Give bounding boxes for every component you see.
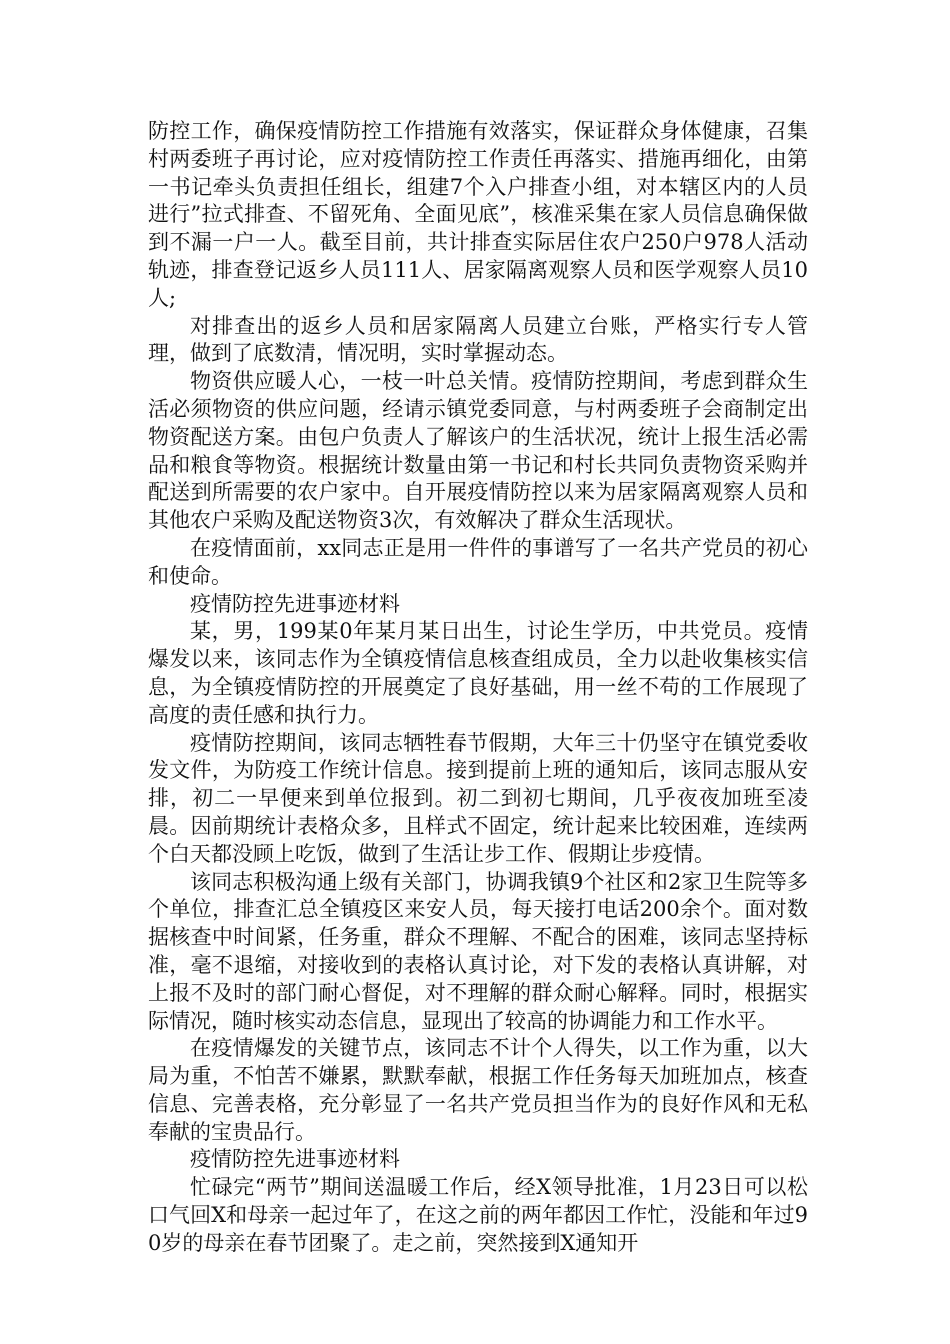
paragraph-6: 疫情防控期间，该同志牺牲春节假期，大年三十仍坚守在镇党委收发文件，为防疫工作统计信息。接到提前上班的通知后，该同志服从安排，初二一早便来到单位报到。初二到初七期间，几乎夜夜加班至凌晨。因前期统计表格众多，且样式不固定，统计起来比较困难，连续两个白天都没顾上吃饭，做到了生活让步工作、假期让步疫情。 <box>148 730 808 866</box>
paragraph-3: 物资供应暖人心，一枝一叶总关情。疫情防控期间，考虑到群众生活必须物资的供应问题，经请示镇党委同意，与村两委班子会商制定出物资配送方案。由包户负责人了解该户的生活状况，统计上报生活必需品和粮食等物资。根据统计数量由第一书记和村长共同负责物资采购并配送到所需要的农户家中。自开展疫情防控以来为居家隔离观察人员和其他农户采购及配送物资3次，有效解决了群众生活现状。 <box>148 369 808 533</box>
paragraph-1: 防控工作，确保疫情防控工作措施有效落实，保证群众身体健康，召集村两委班子再讨论，应对疫情防控工作责任再落实、措施再细化，由第一书记牵头负责担任组长，组建7个入户排查小组，对本辖区内的人员进行”拉式排查、不留死角、全面见底”，核准采集在家人员信息确保做到不漏一户一人。截至目前，共计排查实际居住农户250户978人活动轨迹，排查登记返乡人员111人、居家隔离观察人员和医学观察人员10人; <box>148 119 808 310</box>
section-heading-1: 疫情防控先进事迹材料 <box>190 591 400 616</box>
paragraph-7: 该同志积极沟通上级有关部门，协调我镇9个社区和2家卫生院等多个单位，排查汇总全镇疫区来安人员，每天接打电话200余个。面对数据核查中时间紧，任务重，群众不理解、不配合的困难，该同志坚持标准，毫不退缩，对接收到的表格认真讨论，对下发的表格认真讲解，对上报不及时的部门耐心督促，对不理解的群众耐心解释。同时，根据实际情况，随时核实动态信息，显现出了较高的协调能力和工作水平。 <box>148 869 808 1033</box>
paragraph-4: 在疫情面前，xx同志正是用一件件的事谱写了一名共产党员的初心和使命。 <box>148 535 808 588</box>
document-body <box>148 118 808 1258</box>
paragraph-5: 某，男，199某0年某月某日出生，讨论生学历，中共党员。疫情爆发以来，该同志作为全镇疫情信息核查组成员，全力以赴收集核实信息，为全镇疫情防控的开展奠定了良好基础，用一丝不苟的工作展现了高度的责任感和执行力。 <box>148 619 808 727</box>
paragraph-2: 对排查出的返乡人员和居家隔离人员建立台账，严格实行专人管理，做到了底数清，情况明，实时掌握动态。 <box>148 313 808 366</box>
section-heading-2: 疫情防控先进事迹材料 <box>190 1147 400 1172</box>
paragraph-9: 忙碌完“两节”期间送温暖工作后，经X领导批准，1月23日可以松口气回X和母亲一起过年了，在这之前的两年都因工作忙，没能和年过90岁的母亲在春节团聚了。走之前，突然接到X通知开 <box>148 1175 808 1255</box>
paragraph-8: 在疫情爆发的关键节点，该同志不计个人得失，以工作为重，以大局为重，不怕苦不嫌累，默默奉献，根据工作任务每天加班加点，核查信息、完善表格，充分彰显了一名共产党员担当作为的良好作风和无私奉献的宝贵品行。 <box>148 1036 808 1144</box>
